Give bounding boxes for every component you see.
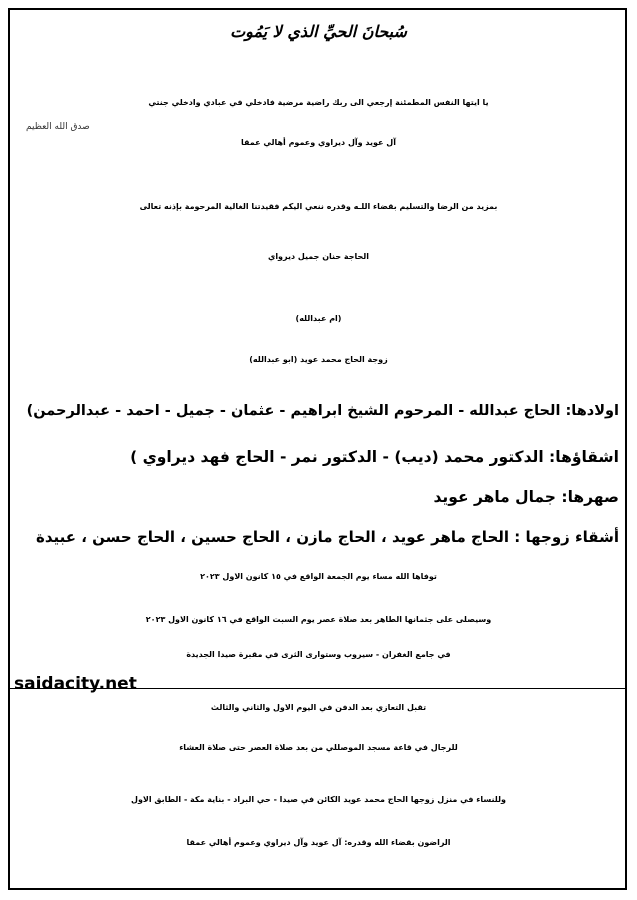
families-title: آل عويد وآل ديراوي وعموم أهالي عمقا bbox=[241, 138, 396, 147]
condolences-women-line: وللنساء في منزل زوجها الحاج محمد عويد الكائن في صيدا - حي البراد - بناية مكة - الطابق الاول bbox=[131, 795, 506, 804]
section-divider bbox=[8, 688, 627, 689]
calligraphy-heading: سُبحانَ الحيِّ الذي لا يَمُوت bbox=[230, 22, 407, 41]
siblings-line: اشقاؤها: الدكتور محمد (ديب) - الدكتور نمر - الحاج فهد ديراوي ) bbox=[130, 448, 619, 466]
death-date-line: توفاها الله مساء يوم الجمعة الواقع في ١٥ كانون الاول ٢٠٢٣ bbox=[200, 572, 437, 581]
wife-of-line: زوجة الحاج محمد عويد (ابو عبدالله) bbox=[249, 355, 388, 364]
husband-siblings-line: أشقاء زوجها : الحاج ماهر عويد ، الحاج مازن ، الحاج حسين ، الحاج حسن ، عبيدة bbox=[36, 528, 619, 546]
site-watermark: saidacity.net bbox=[14, 674, 137, 694]
son-in-law-line: صهرها: جمال ماهر عويد bbox=[433, 488, 619, 506]
deceased-name: الحاجة حنان جميل ديرواي bbox=[267, 252, 370, 261]
funeral-prayer-line: وسيصلى على جثمانها الطاهر بعد صلاة عصر يوم السبت الواقع في ١٦ كانون الاول ٢٠٢٣ bbox=[145, 615, 492, 624]
children-line: اولادها: الحاج عبدالله - المرحوم الشيخ ابراهيم - عثمان - جميل - احمد - عبدالرحمن) bbox=[26, 403, 619, 419]
deceased-nickname: (ام عبدالله) bbox=[295, 314, 342, 323]
condolences-men-line: للرجال في قاعة مسجد الموصللي من بعد صلاة العصر حتى صلاة العشاء bbox=[179, 743, 458, 752]
burial-location-line: في جامع الغفران - سيروب وستوارى الثرى في مقبرة صيدا الجديدة bbox=[186, 650, 451, 659]
condolences-days-line: تقبل التعازي بعد الدفن في اليوم الاول والثاني والثالث bbox=[210, 703, 427, 712]
intro-text: بمزيد من الرضا والتسليم بقضاء اللـه وقدره ننعي اليكم فقيدتنا الغالية المرحومة بإذنه تعالى bbox=[139, 202, 498, 211]
bereaved-families-line: الراضون بقضاء الله وقدره: آل عويد وآل ديراوي وعموم أهالي عمقا bbox=[186, 838, 451, 847]
quran-verse: يا ايتها النفس المطمئنة إرجعي الى ربك راضية مرضية فادخلي في عبادي وادخلي جنتي bbox=[148, 98, 489, 107]
sadaq-allah-text: صدق الله العظيم bbox=[26, 122, 90, 132]
